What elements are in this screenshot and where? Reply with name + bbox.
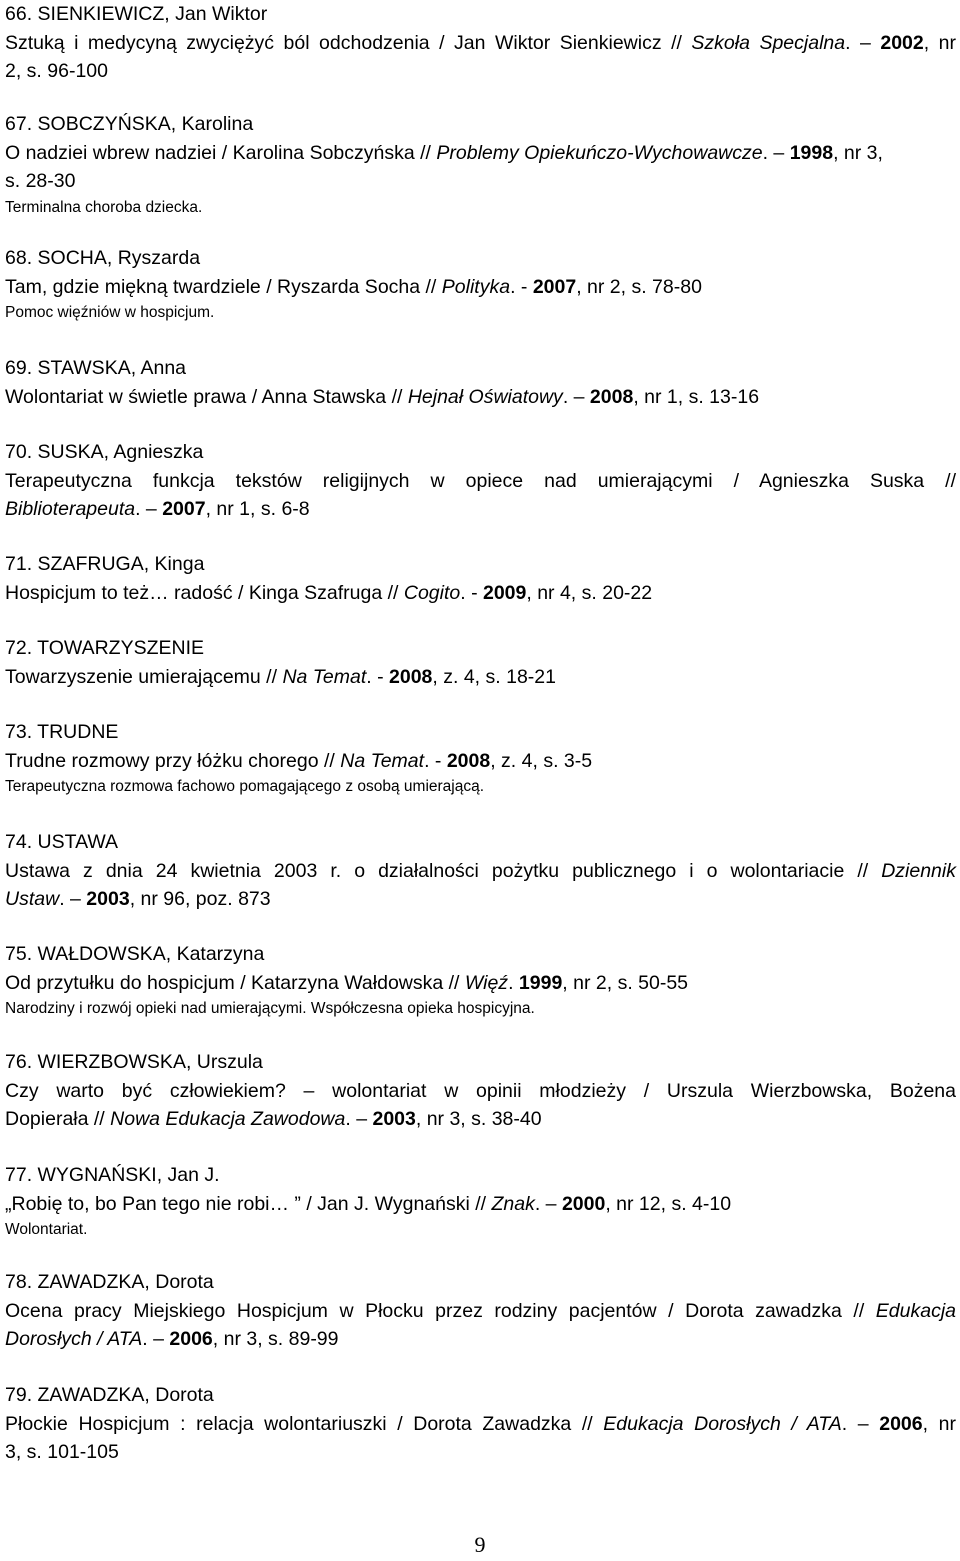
entry-citation-line [5,29,956,58]
citation-text: , nr [922,1412,956,1435]
citation-text: Hospicjum to też… radość / Kinga Szafruga // [5,581,404,604]
citation-separator: . [508,971,519,994]
citation-separator: . - [510,275,533,298]
publication-year: 1998 [789,141,834,164]
journal-title: Problemy Opiekuńczo-Wychowawcze [436,141,763,164]
entry-heading: 72. TOWARZYSZENIE [5,637,205,659]
entry-heading: 76. WIERZBOWSKA, Urszula [5,1051,263,1073]
bibliography-entry-67 [5,110,956,220]
entry-citation-line [5,747,956,776]
publication-year: 2009 [482,581,527,604]
entry-citation-line [5,885,956,914]
entry-heading: 77. WYGNAŃSKI, Jan J. [5,1164,220,1186]
citation-text: „Robię to, bo Pan tego nie robi… ” / Jan J. Wygnański // [5,1192,492,1215]
bibliography-entry-73 [5,718,956,799]
entry-heading: 71. SZAFRUGA, Kinga [5,553,205,575]
entry-heading: 73. TRUDNE [5,721,119,743]
entry-heading: 78. ZAWADZKA, Dorota [5,1271,214,1293]
journal-title: Biblioterapeuta [5,498,136,520]
entry-citation-line [5,1297,956,1326]
entry-citation-line [5,1105,956,1134]
citation-text: 2, s. 96-100 [5,60,108,82]
page-number: 9 [474,1532,486,1557]
bibliography-entry-68 [5,244,956,325]
citation-text: Czy warto być człowiekiem? – wolontariat w opinii młodzieży / Urszula Wierzbowska, Bożena [5,1079,956,1102]
entry-citation-line [5,1190,956,1219]
publication-year: 2008 [446,749,491,772]
journal-title: Szkoła Specjalna [691,31,846,54]
citation-text: , nr 2, s. 50-55 [562,971,689,994]
bibliography-entry-75 [5,940,956,1021]
entry-citation-line [5,579,956,608]
entry-citation-line [5,969,956,998]
bibliography-entry-79 [5,1381,956,1467]
citation-separator: . – [762,141,790,164]
entry-heading: 79. ZAWADZKA, Dorota [5,1384,214,1406]
citation-text: s. 28-30 [5,170,76,192]
bibliography-entry-74 [5,828,956,914]
citation-separator: . – [845,31,881,54]
entry-citation-line [5,383,956,412]
publication-year: 2008 [589,385,634,408]
citation-text: , nr 3, [833,141,883,164]
entry-citation-line [5,467,956,496]
citation-separator: . - [460,581,483,604]
journal-title: Znak [491,1192,535,1215]
bibliography-entry-66 [5,0,956,86]
citation-text: 3, s. 101-105 [5,1441,119,1463]
citation-text: , nr 2, s. 78-80 [576,275,702,298]
entry-citation-line [5,139,956,168]
entry-heading: 68. SOCHA, Ryszarda [5,247,201,269]
entry-citation-line [5,1325,956,1354]
citation-text: , nr 1, s. 6-8 [205,498,310,520]
entry-citation-line [5,1438,956,1467]
entry-heading: 69. STAWSKA, Anna [5,357,187,379]
citation-text: Sztuką i medycyną zwyciężyć ból odchodzenia / Jan Wiktor Sienkiewicz // [5,31,692,54]
citation-text: Terapeutyczna funkcja tekstów religijnych w opiece nad umierającymi / Agnieszka Suska // [5,469,956,492]
publication-year: 2006 [879,1412,923,1435]
entry-citation-line [5,1410,956,1439]
bibliography-entry-78 [5,1268,956,1354]
bibliography-entry-70 [5,438,956,524]
citation-text: Trudne rozmowy przy łóżku chorego // [5,749,341,772]
journal-title: Więź [464,971,509,994]
citation-separator: . – [841,1412,880,1435]
publication-year: 2006 [169,1328,213,1350]
journal-title: Dorosłych / ATA [5,1328,143,1350]
bibliography-entry-72 [5,634,956,691]
entry-citation-line [5,1077,956,1106]
bibliography-entry-76 [5,1048,956,1134]
citation-separator: . – [534,1192,562,1215]
entry-annotation: Terminalna choroba dziecka. [5,198,203,216]
publication-year: 2007 [162,498,206,520]
journal-title: Na Temat [340,749,425,772]
entry-heading: 74. USTAWA [5,831,119,853]
citation-text: , nr 3, s. 38-40 [415,1108,542,1130]
entry-annotation: Pomoc więźniów w hospicjum. [5,304,215,321]
entry-heading: 75. WAŁDOWSKA, Katarzyna [5,943,265,965]
entry-annotation: Narodziny i rozwój opieki nad umierającymi. Współczesna opieka hospicyjna. [5,1000,535,1017]
citation-text: , nr 3, s. 89-99 [212,1328,339,1350]
publication-year: 2008 [389,665,433,688]
citation-separator: . – [135,498,163,520]
citation-text: Wolontariat w świetle prawa / Anna Stawska // [5,385,408,408]
journal-title: Polityka [441,275,511,298]
citation-text: Ustawa z dnia 24 kwietnia 2003 r. o działalności pożytku publicznego i o wolontariacie // [5,859,882,882]
bibliography-entry-69 [5,354,956,411]
citation-text: Ocena pracy Miejskiego Hospicjum w Płocku przez rodziny pacjentów / Dorota zawadzka // [5,1299,876,1322]
journal-title: Dziennik [881,859,956,882]
bibliography-entry-71 [5,550,956,607]
entry-annotation: Wolontariat. [5,1221,88,1238]
citation-text: Płockie Hospicjum : relacja wolontariuszki / Dorota Zawadzka // [5,1412,604,1435]
entry-citation-line [5,57,956,86]
publication-year: 2002 [880,31,924,54]
entry-heading: 66. SIENKIEWICZ, Jan Wiktor [5,3,268,25]
citation-text: O nadziei wbrew nadziei / Karolina Sobczyńska // [5,141,437,164]
citation-separator: . - [424,749,447,772]
entry-heading: 67. SOBCZYŃSKA, Karolina [5,113,254,135]
citation-separator: . – [345,1108,373,1130]
entry-citation-line [5,273,956,302]
citation-text: , nr 4, s. 20-22 [526,581,653,604]
citation-text: Towarzyszenie umierającemu // [5,665,283,688]
citation-text: Tam, gdzie miękną twardziele / Ryszarda Socha // [5,275,442,298]
journal-title: Edukacja Dorosłych / ATA [603,1412,842,1435]
entry-citation-line [5,663,956,692]
entry-citation-line [5,167,956,196]
publication-year: 1999 [518,971,563,994]
citation-text: , nr 1, s. 13-16 [633,385,760,408]
citation-text: , nr 12, s. 4-10 [605,1192,732,1215]
citation-text: , z. 4, s. 3-5 [490,749,593,772]
publication-year: 2007 [532,275,577,298]
bibliography-entry-77 [5,1161,956,1242]
publication-year: 2003 [86,888,130,910]
citation-separator: . – [562,385,590,408]
citation-text: , nr 96, poz. 873 [129,888,271,910]
citation-separator: . – [142,1328,170,1350]
entry-citation-line [5,857,956,886]
journal-title: Ustaw [5,888,60,910]
journal-title: Hejnał Oświatowy [407,385,563,408]
citation-text: Dopierała // [5,1108,111,1130]
entry-annotation: Terapeutyczna rozmowa fachowo pomagającego z osobą umierającą. [5,778,485,795]
entry-heading: 70. SUSKA, Agnieszka [5,441,204,463]
publication-year: 2000 [561,1192,606,1215]
citation-text: Od przytułku do hospicjum / Katarzyna Wałdowska // [5,971,465,994]
citation-text: , z. 4, s. 18-21 [432,665,556,688]
journal-title: Nowa Edukacja Zawodowa [110,1108,346,1130]
publication-year: 2003 [372,1108,416,1130]
journal-title: Na Temat [282,665,367,688]
entry-citation-line [5,495,956,524]
citation-separator: . – [59,888,87,910]
journal-title: Edukacja [875,1299,956,1322]
citation-separator: . - [366,665,390,688]
journal-title: Cogito [403,581,461,604]
citation-text: , nr [923,31,956,54]
